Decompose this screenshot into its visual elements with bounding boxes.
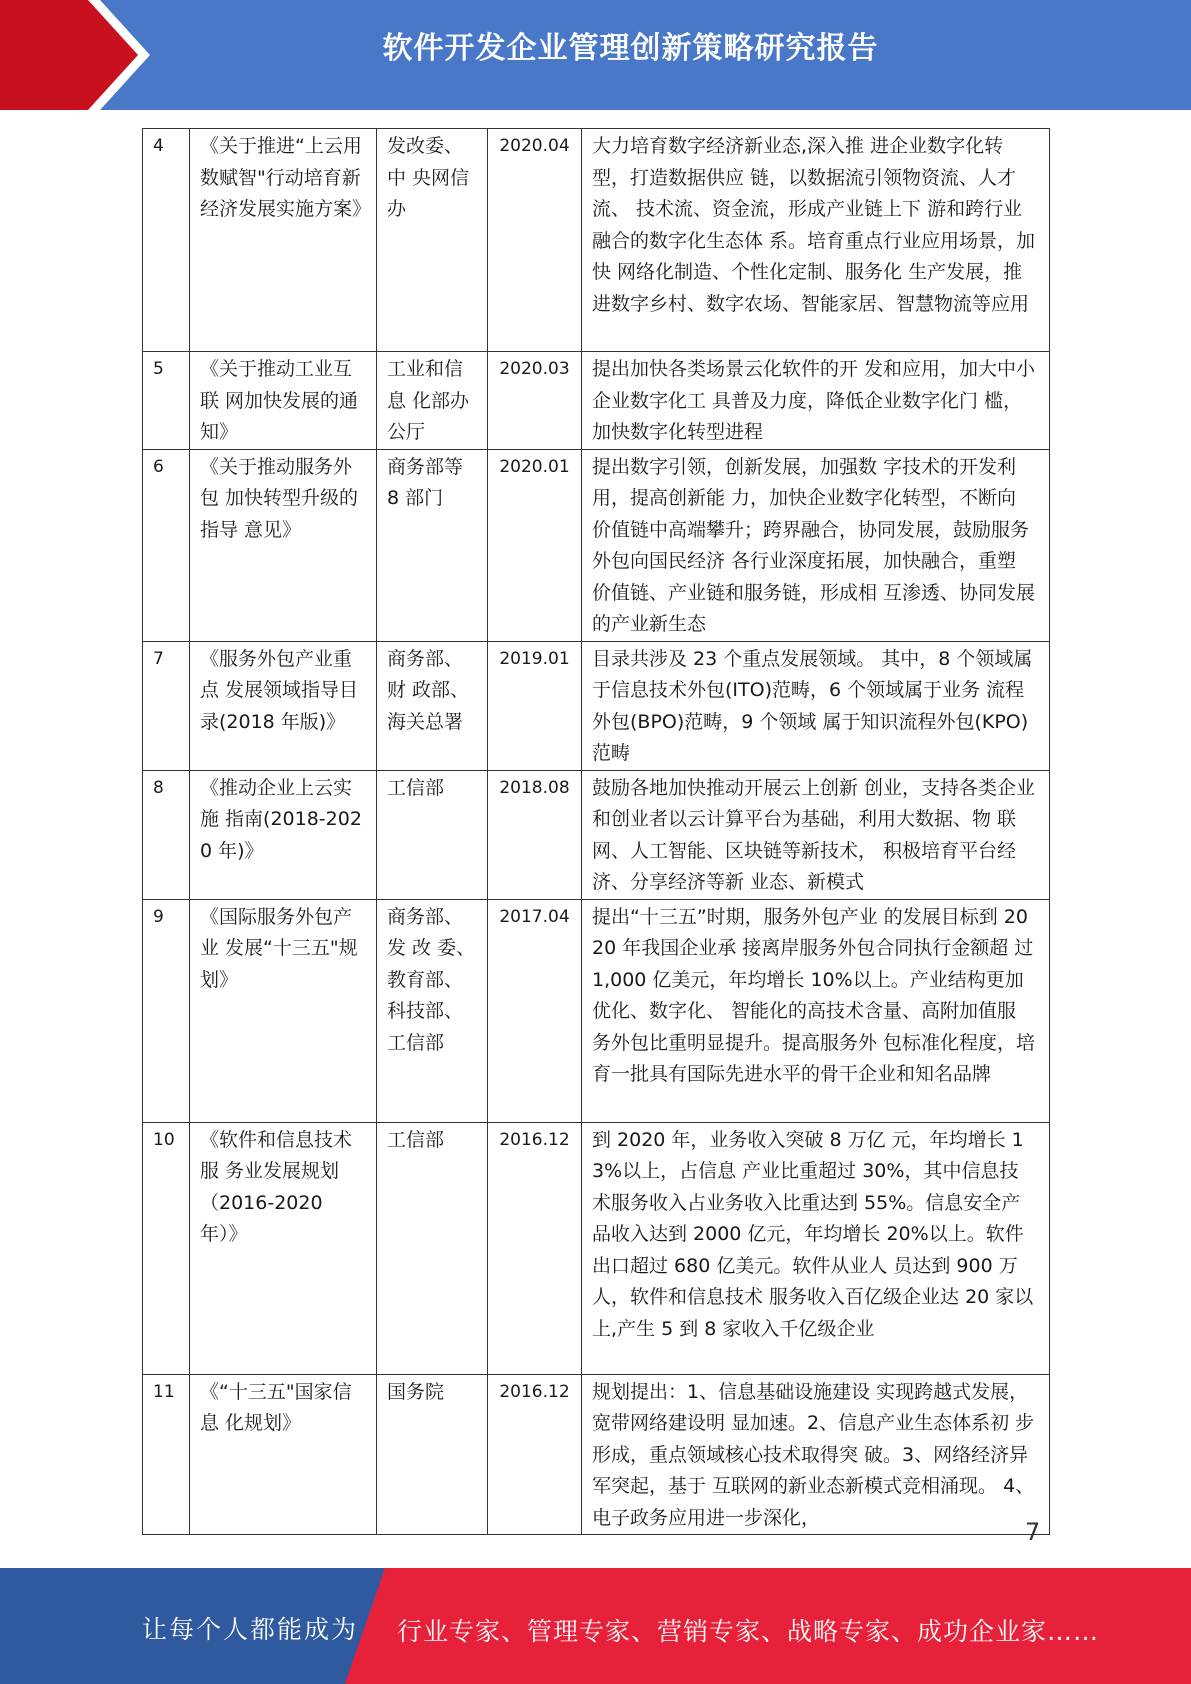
policy-name: 《软件和信息技术服 务业发展规划（2016-2020 年）》 [190,1122,377,1374]
row-number: 10 [143,1122,190,1374]
policy-name: 《服务外包产业重点 发展领域指导目录(2018 年版)》 [190,641,377,770]
row-number: 6 [143,449,190,641]
policy-name: 《国际服务外包产业 发展“十三五"规划》 [190,899,377,1122]
issue-date: 2020.01 [488,449,582,641]
policy-content: 大力培育数字经济新业态,深入推 进企业数字化转型，打造数据供应 链，以数据流引领物资流、人才流、 技术流、资金流，形成产业链上下 游和跨行业融合的数字化生态体 系。培育重点行业应用场景，加快 网络化制造、个性化定制、服务化 生产发展，推进数字乡村、数字农场、智能家居、智慧物流等应用 [582,129,1050,352]
policy-content: 规划提出：1、信息基础设施建设 实现跨越式发展，宽带网络建设明 显加速。2、信息产业生态体系初 步形成，重点领域核心技术取得突 破。3、网络经济异军突起，基于 互联网的新业态新模式竞相涌现。 4、电子政务应用进一步深化， [582,1374,1050,1535]
table-row [143,641,1050,770]
page-header [0,0,1191,110]
policy-table [142,128,1050,1535]
row-number: 11 [143,1374,190,1535]
table-row [143,1122,1050,1374]
issuing-department: 发改委、中 央网信办 [377,129,488,352]
table-row [143,1374,1050,1535]
issue-date: 2017.04 [488,899,582,1122]
policy-content: 到 2020 年，业务收入突破 8 万亿 元，年均增长 13%以上，占信息 产业比重超过 30%，其中信息技 术服务收入占业务收入比重达到 55%。信息安全产品收入达到 2000 亿元，年均增长 20%以上。软件 出口超过 680 亿美元。软件从业人 员达到 900 万人，软件和信息技术 服务收入百亿级企业达 20 家以 上,产生 5 到 8 家收入千亿级企业 [582,1122,1050,1374]
table-row [143,899,1050,1122]
policy-name: 《“十三五"国家信息 化规划》 [190,1374,377,1535]
page-footer [0,1568,1191,1684]
policy-table-body [143,129,1050,1535]
row-number: 7 [143,641,190,770]
issuing-department: 商务部、发 改 委、教育部、科技部、工信部 [377,899,488,1122]
report-title: 软件开发企业管理创新策略研究报告 [382,31,879,66]
issuing-department: 国务院 [377,1374,488,1535]
issuing-department: 商务部、财 政部、海关总署 [377,641,488,770]
row-number: 5 [143,352,190,450]
policy-content: 鼓励各地加快推动开展云上创新 创业，支持各类企业和创业者以云计算平台为基础，利用大数据、物 联网、人工智能、区块链等新技术， 积极培育平台经济、分享经济等新 业态、新模式 [582,770,1050,899]
issue-date: 2016.12 [488,1374,582,1535]
table-row [143,352,1050,450]
table-row [143,129,1050,352]
policy-content: 目录共涉及 23 个重点发展领域。 其中，8 个领域属于信息技术外包(ITO)范畴，6 个领域属于业务 流程外包(BPO)范畴，9 个领域 属于知识流程外包(KPO)范畴 [582,641,1050,770]
policy-name: 《推动企业上云实施 指南(2018-2020 年)》 [190,770,377,899]
policy-name: 《关于推动工业互联 网加快发展的通知》 [190,352,377,450]
row-number: 9 [143,899,190,1122]
table-row [143,770,1050,899]
page-number: 7 [1025,1518,1041,1546]
table-row [143,449,1050,641]
row-number: 8 [143,770,190,899]
issue-date: 2019.01 [488,641,582,770]
row-number: 4 [143,129,190,352]
policy-content: 提出数字引领，创新发展，加强数 字技术的开发利用，提高创新能 力，加快企业数字化转型，不断向 价值链中高端攀升；跨界融合，协同发展，鼓励服务外包向国民经济 各行业深度拓展，加快融合，重塑 价值链、产业链和服务链，形成相 互渗透、协同发展的产业新生态 [582,449,1050,641]
policy-content: 提出加快各类场景云化软件的开 发和应用，加大中小企业数字化工 具普及力度，降低企业数字化门 槛，加快数字化转型进程 [582,352,1050,450]
issue-date: 2018.08 [488,770,582,899]
issue-date: 2016.12 [488,1122,582,1374]
issuing-department: 工信部 [377,1122,488,1374]
issue-date: 2020.03 [488,352,582,450]
issuing-department: 工业和信息 化部办公厅 [377,352,488,450]
policy-name: 《关于推进“上云用 数赋智"行动培育新 经济发展实施方案》 [190,129,377,352]
issue-date: 2020.04 [488,129,582,352]
footer-slogan-right: 行业专家、管理专家、营销专家、战略专家、成功企业家…… [397,1617,1100,1646]
issuing-department: 商务部等 8 部门 [377,449,488,641]
policy-content: 提出“十三五”时期，服务外包产业 的发展目标到 2020 年我国企业承 接离岸服务外包合同执行金额超 过 1,000 亿美元，年均增长 10%以上。产业结构更加优化、数字化、 智能化的高技术含量、高附加值服 务外包比重明显提升。提高服务外 包标准化程度，培育一批具有国际先进水平的骨干企业和知名品牌 [582,899,1050,1122]
footer-slogan-left: 让每个人都能成为 [142,1615,359,1644]
policy-name: 《关于推动服务外包 加快转型升级的指导 意见》 [190,449,377,641]
issuing-department: 工信部 [377,770,488,899]
